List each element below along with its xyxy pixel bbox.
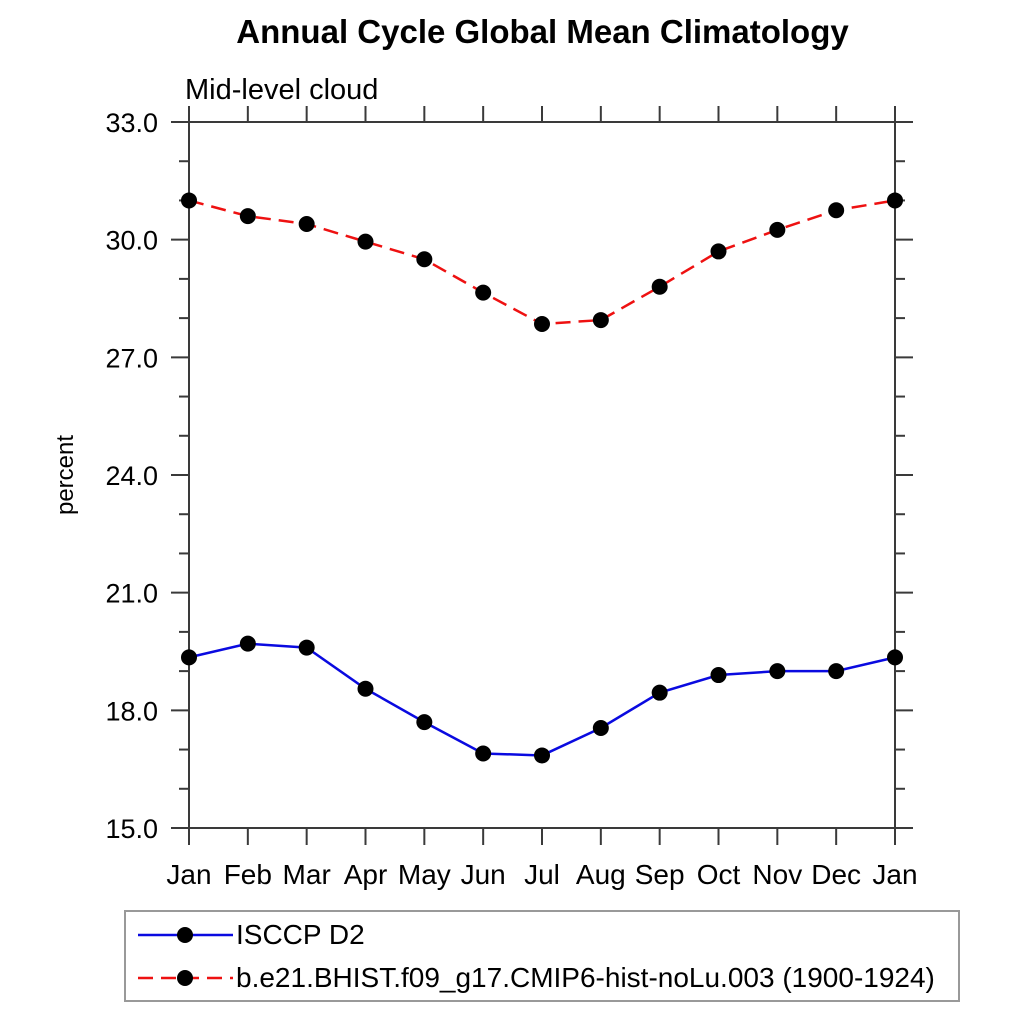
y-tick-label: 21.0 <box>105 578 158 609</box>
data-point-marker <box>475 745 491 761</box>
data-point-marker <box>711 243 727 259</box>
x-tick-label: Apr <box>343 859 388 890</box>
series-line-0 <box>189 644 895 756</box>
data-point-marker <box>769 663 785 679</box>
y-tick-label: 30.0 <box>105 225 158 256</box>
data-point-marker <box>534 747 550 763</box>
data-point-marker <box>181 649 197 665</box>
legend-marker-dot <box>177 927 193 943</box>
x-tick-label: Jan <box>872 859 918 890</box>
x-tick-label: Dec <box>811 859 862 890</box>
legend <box>124 910 960 1002</box>
data-point-marker <box>652 279 668 295</box>
series-line-1 <box>189 200 895 324</box>
data-point-marker <box>358 234 374 250</box>
x-tick-label: Jul <box>524 859 560 890</box>
y-axis-title: percent <box>52 434 79 516</box>
data-point-marker <box>416 251 432 267</box>
data-point-marker <box>416 714 432 730</box>
data-point-marker <box>593 720 609 736</box>
chart-title: Annual Cycle Global Mean Climatology <box>236 13 849 50</box>
legend-swatch <box>138 968 233 988</box>
x-tick-label: Oct <box>696 859 741 890</box>
data-point-marker <box>299 216 315 232</box>
y-tick-label: 27.0 <box>105 343 158 374</box>
data-point-marker <box>358 681 374 697</box>
data-point-marker <box>711 667 727 683</box>
x-tick-label: Sep <box>634 859 685 890</box>
data-point-marker <box>828 663 844 679</box>
data-point-marker <box>181 192 197 208</box>
data-point-marker <box>240 208 256 224</box>
x-tick-label: Aug <box>575 859 626 890</box>
data-point-marker <box>475 285 491 301</box>
legend-item <box>138 914 958 956</box>
y-tick-label: 18.0 <box>105 696 158 727</box>
data-point-marker <box>652 685 668 701</box>
plot-frame <box>189 122 895 828</box>
data-point-marker <box>299 640 315 656</box>
legend-marker-dot <box>177 970 193 986</box>
data-point-marker <box>534 316 550 332</box>
data-point-marker <box>828 202 844 218</box>
y-tick-label: 33.0 <box>105 108 158 138</box>
data-point-marker <box>769 222 785 238</box>
data-point-marker <box>887 649 903 665</box>
x-tick-label: Jun <box>460 859 506 890</box>
data-point-marker <box>240 636 256 652</box>
x-tick-label: Jan <box>166 859 212 890</box>
x-tick-label: Feb <box>223 859 272 890</box>
legend-label: b.e21.BHIST.f09_g17.CMIP6-hist-noLu.003 (1900-1924) <box>236 961 935 993</box>
x-tick-label: May <box>397 859 451 890</box>
legend-swatch <box>138 925 233 945</box>
data-point-marker <box>887 192 903 208</box>
data-point-marker <box>593 312 609 328</box>
y-tick-label: 15.0 <box>105 814 158 844</box>
legend-label: ISCCP D2 <box>236 918 365 950</box>
chart-subtitle: Mid-level cloud <box>185 74 379 106</box>
x-tick-label: Nov <box>752 859 803 890</box>
y-tick-label: 24.0 <box>105 461 158 491</box>
legend-item <box>138 957 958 999</box>
x-tick-label: Mar <box>282 859 331 890</box>
